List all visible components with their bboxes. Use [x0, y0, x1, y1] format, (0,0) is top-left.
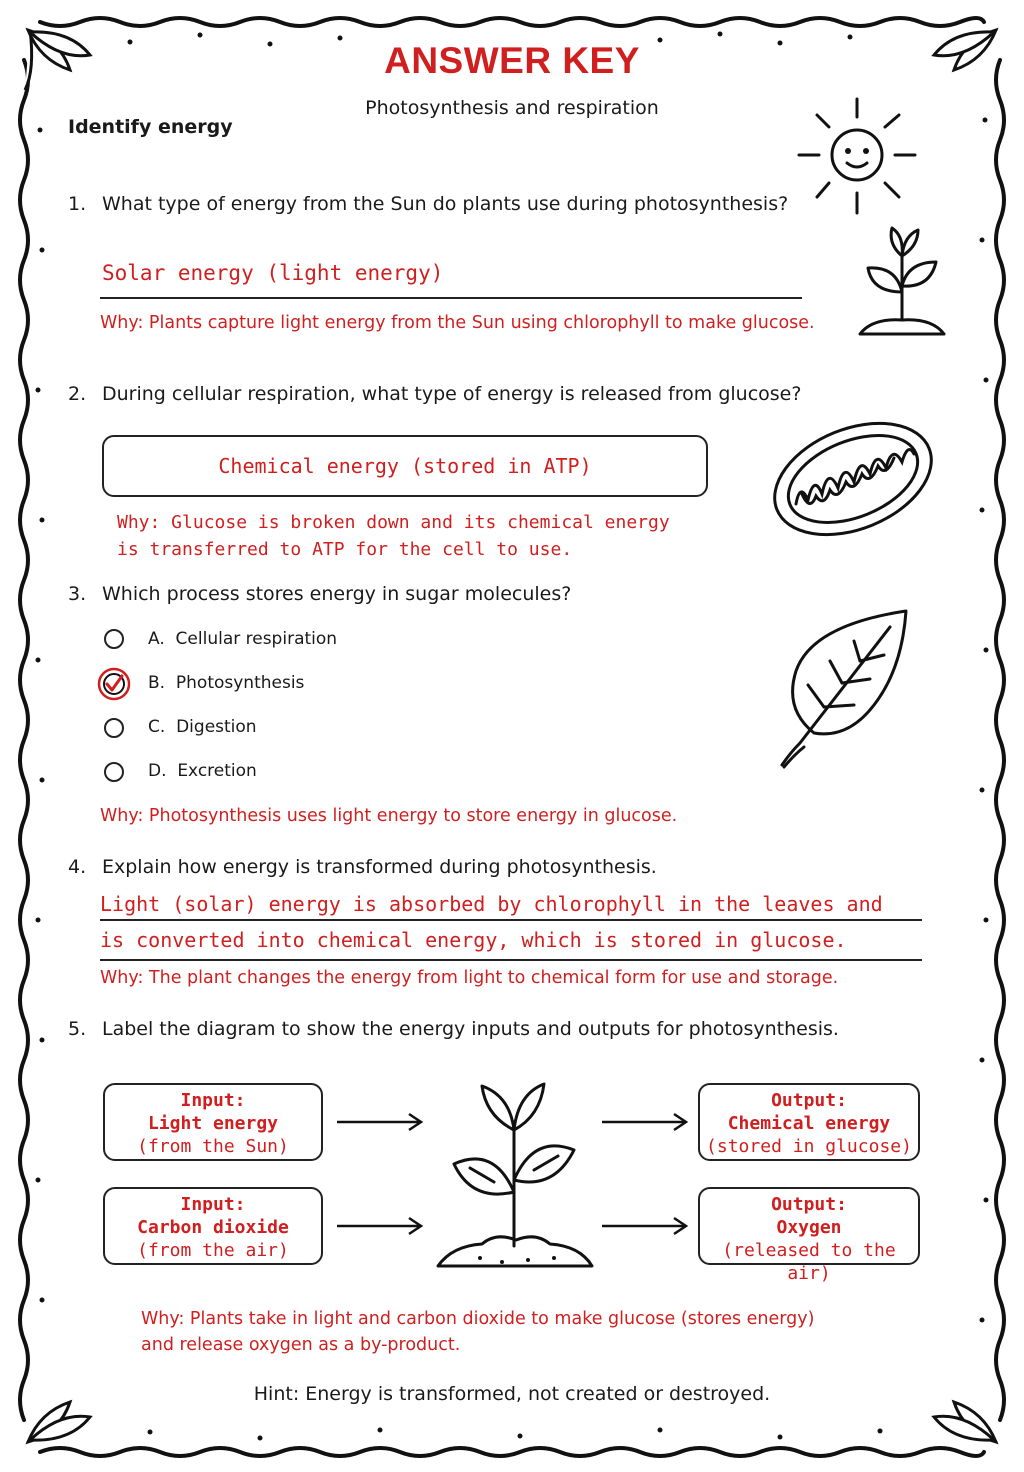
answer-2-box[interactable]: [102, 435, 708, 497]
option-b-checked-radio[interactable]: [96, 666, 132, 702]
answer-4-line-1[interactable]: Light (solar) energy is absorbed by chlorophyll in the leaves and: [100, 892, 883, 916]
input-light-note: (from the Sun): [137, 1136, 289, 1157]
answer-1[interactable]: Solar energy (light energy): [102, 261, 444, 285]
corner-leaves-bottom-right: [934, 1402, 996, 1442]
border-bottom: [40, 1448, 984, 1456]
border-top: [40, 18, 984, 26]
question-4-text: Explain how energy is transformed during photosynthesis.: [102, 856, 657, 878]
input-light-heading: Input:: [180, 1090, 246, 1111]
question-1-number: 1.: [68, 193, 87, 215]
question-3-text: Which process stores energy in sugar molecules?: [102, 583, 572, 605]
question-1-text: What type of energy from the Sun do plants use during photosynthesis?: [102, 193, 789, 215]
sun-icon: [795, 95, 920, 220]
option-d-radio[interactable]: [104, 762, 124, 782]
why-4: Why: The plant changes the energy from light to chemical form for use and storage.: [100, 968, 839, 988]
output-oxygen-label: Oxygen: [776, 1217, 842, 1238]
why-1: Why: Plants capture light energy from the Sun using chlorophyll to make glucose.: [100, 313, 815, 333]
border-left: [20, 60, 28, 1420]
why-2: [117, 509, 670, 563]
question-3-number: 3.: [68, 583, 87, 605]
question-2: [68, 383, 801, 405]
page-title: ANSWER KEY: [384, 40, 640, 81]
arrow-right-icon: [600, 1110, 690, 1134]
question-5-text: Label the diagram to show the energy inputs and outputs for photosynthesis.: [102, 1018, 839, 1040]
corner-leaves-bottom-left: [28, 1402, 90, 1442]
arrow-right-icon: [335, 1214, 425, 1238]
why-3: Why: Photosynthesis uses light energy to store energy in glucose.: [100, 806, 678, 826]
option-a-radio[interactable]: [104, 629, 124, 649]
option-a-letter: A.: [148, 629, 165, 649]
output-oxygen-box[interactable]: [698, 1187, 920, 1284]
question-1: [68, 193, 788, 215]
sprout-icon: [852, 222, 952, 342]
question-2-number: 2.: [68, 383, 87, 405]
question-3: [68, 583, 571, 605]
plant-icon: [432, 1076, 597, 1276]
mitochondrion-icon: [766, 412, 941, 547]
question-4-number: 4.: [68, 856, 87, 878]
question-2-text: During cellular respiration, what type of energy is released from glucose?: [102, 383, 802, 405]
option-c: [148, 717, 257, 737]
why-5-line-1: Why: Plants take in light and carbon dioxide to make glucose (stores energy): [141, 1309, 815, 1329]
answer-4-rule-1: [100, 919, 922, 921]
option-c-letter: C.: [148, 717, 166, 737]
arrow-right-icon: [335, 1110, 425, 1134]
output-chemical-box[interactable]: [698, 1083, 920, 1161]
input-light-box[interactable]: [103, 1083, 323, 1161]
arrow-right-icon: [600, 1214, 690, 1238]
why-5: [141, 1306, 814, 1358]
option-b: [148, 673, 304, 693]
why-5-line-2: and release oxygen as a by-product.: [141, 1335, 461, 1355]
question-5: [68, 1018, 839, 1040]
input-co2-heading: Input:: [180, 1194, 246, 1215]
output-chemical-heading: Output:: [771, 1090, 847, 1111]
output-chemical-label: Chemical energy: [727, 1113, 891, 1134]
section-heading: Identify energy: [68, 116, 233, 138]
option-c-text: Digestion: [176, 717, 257, 737]
answer-2: Chemical energy (stored in ATP): [218, 454, 592, 478]
option-b-letter: B.: [148, 673, 166, 693]
output-oxygen-note: (released to the air): [722, 1240, 896, 1284]
input-co2-note: (from the air): [137, 1240, 289, 1261]
question-5-number: 5.: [68, 1018, 87, 1040]
output-oxygen-heading: Output:: [771, 1194, 847, 1215]
question-4: [68, 856, 657, 878]
answer-4-line-2[interactable]: is converted into chemical energy, which is stored in glucose.: [100, 928, 847, 952]
page-subtitle: Photosynthesis and respiration: [365, 97, 659, 119]
option-a: [148, 629, 337, 649]
option-d-text: Excretion: [177, 761, 257, 781]
answer-4-rule-2: [100, 959, 922, 961]
why-2-line-1: Why: Glucose is broken down and its chemical energy: [117, 512, 670, 533]
option-d: [148, 761, 257, 781]
why-2-line-2: is transferred to ATP for the cell to use.: [117, 539, 573, 560]
option-c-radio[interactable]: [104, 718, 124, 738]
input-co2-label: Carbon dioxide: [137, 1217, 289, 1238]
input-light-label: Light energy: [147, 1113, 279, 1134]
option-d-letter: D.: [148, 761, 167, 781]
option-b-text: Photosynthesis: [175, 673, 305, 693]
hint-text: Hint: Energy is transformed, not created or destroyed.: [253, 1383, 771, 1405]
border-right: [996, 60, 1004, 1420]
input-co2-box[interactable]: [103, 1187, 323, 1265]
option-a-text: Cellular respiration: [175, 629, 338, 649]
answer-1-line: [100, 297, 802, 299]
output-chemical-note: (stored in glucose): [706, 1136, 912, 1157]
leaf-icon: [778, 605, 913, 770]
